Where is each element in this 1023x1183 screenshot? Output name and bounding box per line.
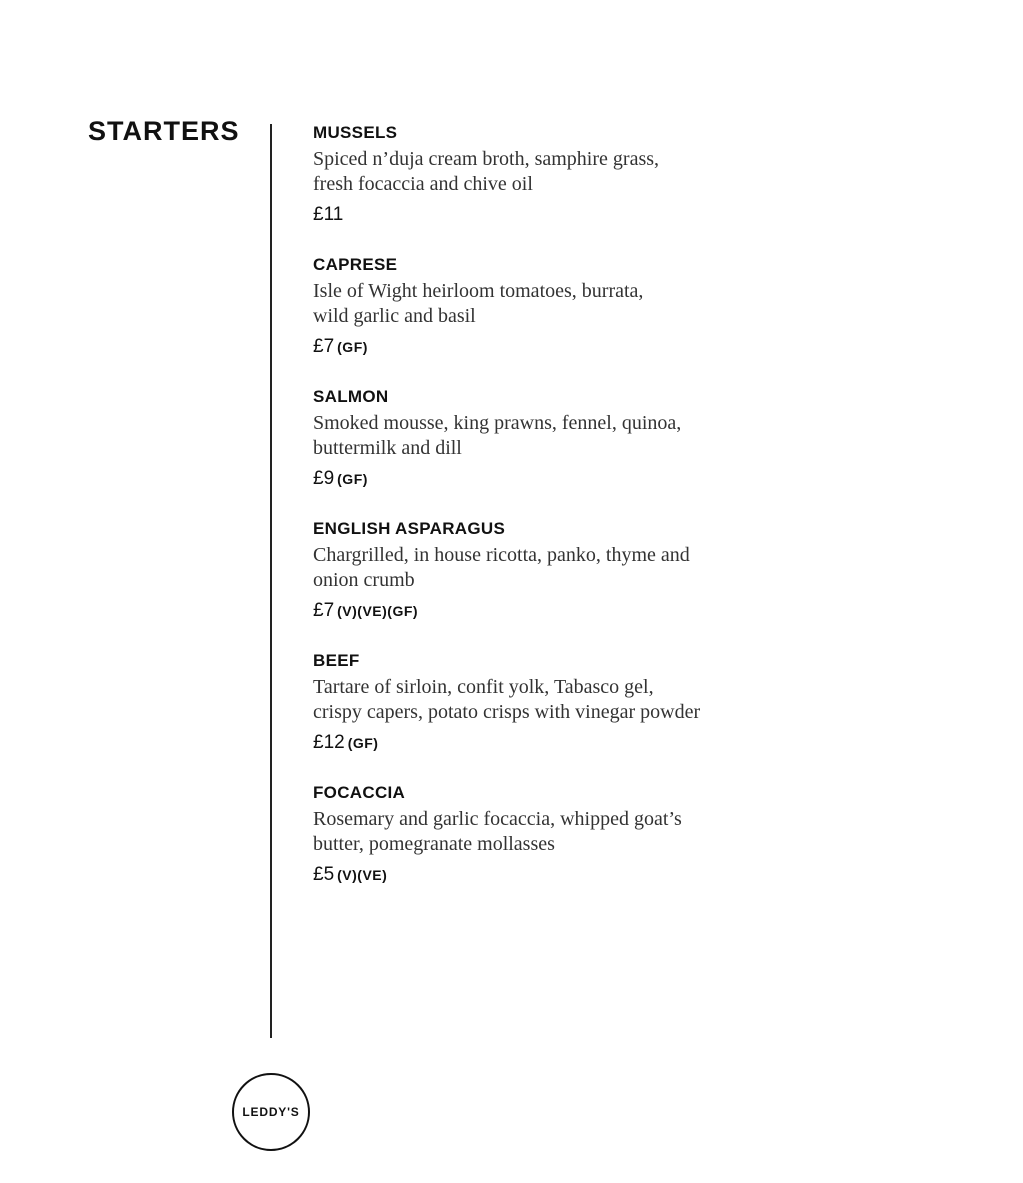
logo-text: LEDDY'S xyxy=(242,1105,300,1119)
item-price-row xyxy=(313,467,953,491)
dietary-tags: (GF) xyxy=(347,735,379,751)
item-name: MUSSELS xyxy=(313,123,398,142)
item-name: FOCACCIA xyxy=(313,783,406,802)
menu-item xyxy=(313,783,953,915)
dietary-tags: (V)(VE) xyxy=(337,867,388,883)
item-price-row xyxy=(313,599,953,623)
item-price: £9 xyxy=(313,468,335,489)
menu-list xyxy=(313,123,953,915)
menu-item xyxy=(313,651,953,783)
item-description: Spiced n’duja cream broth, samphire grass, fresh focaccia and chive oil xyxy=(313,148,660,195)
item-description: Isle of Wight heirloom tomatoes, burrata, wild garlic and basil xyxy=(313,280,644,327)
vertical-divider xyxy=(270,124,272,1038)
item-price-row xyxy=(313,731,953,755)
menu-item xyxy=(313,255,953,387)
dietary-tags: (V)(VE)(GF) xyxy=(337,603,419,619)
menu-item xyxy=(313,519,953,651)
leddys-logo xyxy=(232,1073,310,1151)
item-name: BEEF xyxy=(313,651,360,670)
item-name: SALMON xyxy=(313,387,389,406)
item-price: £7 xyxy=(313,336,335,357)
dietary-tags: (GF) xyxy=(337,471,368,487)
item-price: £5 xyxy=(313,864,335,885)
menu-item xyxy=(313,387,953,519)
item-description: Tartare of sirloin, confit yolk, Tabasco gel, crispy capers, potato crisps with vinegar powder xyxy=(313,676,701,723)
section-title: STARTERS xyxy=(88,116,240,146)
item-description: Chargrilled, in house ricotta, panko, thyme and onion crumb xyxy=(313,544,690,591)
item-price: £11 xyxy=(313,204,344,225)
item-name: ENGLISH ASPARAGUS xyxy=(313,519,506,538)
item-description: Smoked mousse, king prawns, fennel, quinoa, buttermilk and dill xyxy=(313,412,682,459)
item-price-row xyxy=(313,203,953,227)
item-price-row xyxy=(313,863,953,887)
dietary-tags: (GF) xyxy=(337,339,368,355)
item-name: CAPRESE xyxy=(313,255,398,274)
item-price: £12 xyxy=(313,732,345,753)
item-price-row xyxy=(313,335,953,359)
item-price: £7 xyxy=(313,600,335,621)
item-description: Rosemary and garlic focaccia, whipped goat’s butter, pomegranate mollasses xyxy=(313,808,682,855)
menu-item xyxy=(313,123,953,255)
